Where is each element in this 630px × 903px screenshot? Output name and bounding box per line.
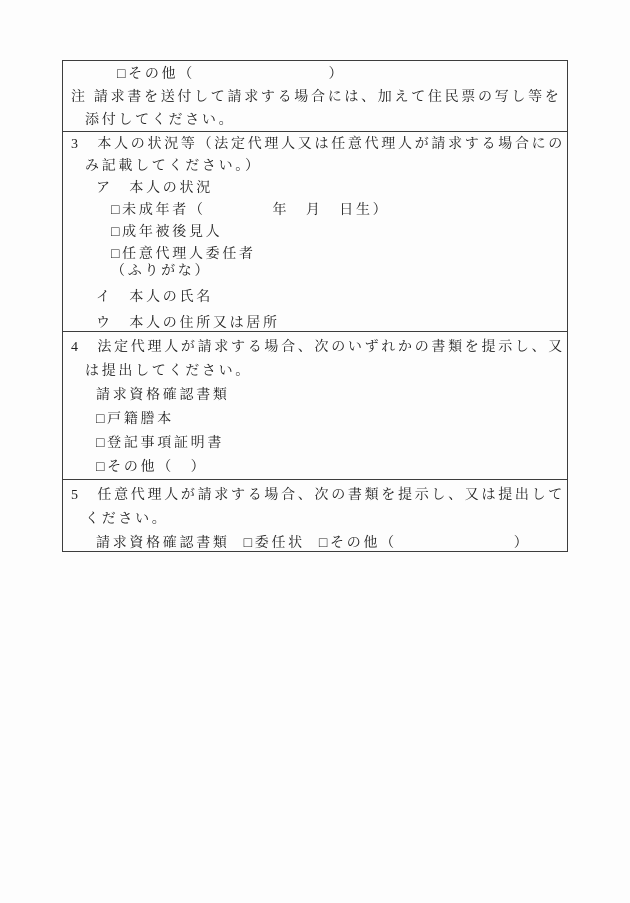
checkbox-label: 登記事項証明書: [107, 436, 225, 451]
checkbox-line-other: [63, 63, 567, 86]
section-3-heading-line1: 3 本人の状況等（法定代理人又は任意代理人が請求する場合にの: [71, 137, 565, 152]
checkbox-label: その他（ ）: [128, 67, 346, 82]
furigana-label: （ふりがな）: [111, 264, 212, 279]
section-4-heading-line2: は提出してください。: [85, 364, 252, 379]
note-text-line2: 添付してください。: [85, 113, 236, 128]
checkbox-label: その他（ ）: [107, 460, 208, 475]
checkbox-line-minor: [63, 200, 567, 222]
checkbox-label: 委任状: [254, 536, 305, 551]
checkbox-icon[interactable]: □: [111, 225, 123, 240]
checkbox-icon[interactable]: □: [96, 460, 108, 475]
checkbox-line-registration-certificate: [63, 432, 567, 456]
checkbox-line-adult-ward: [63, 222, 567, 244]
checkbox-icon[interactable]: □: [243, 536, 255, 551]
section-note: [63, 61, 567, 131]
section-3-honnin-jokyo: [63, 131, 567, 331]
checkbox-label: 任意代理人委任者: [122, 247, 256, 262]
checkbox-icon[interactable]: □: [111, 247, 123, 262]
checkbox-line-family-register: [63, 408, 567, 432]
item-u-honnin-jusho: ウ 本人の住所又は居所: [96, 316, 280, 331]
checkbox-icon[interactable]: □: [96, 436, 108, 451]
note-text-line1: 注 請求書を送付して請求する場合には、加えて住民票の写し等を: [71, 90, 562, 105]
checkbox-icon[interactable]: □: [96, 412, 108, 427]
checkbox-icon[interactable]: □: [318, 536, 331, 551]
checkbox-label: 未成年者（ 年 月 日生）: [122, 203, 390, 218]
section-3-heading-line2: み記載してください。）: [85, 159, 262, 174]
docs-label: 請求資格確認書類: [96, 536, 230, 551]
checkbox-icon[interactable]: □: [117, 67, 129, 82]
section-4-heading-line1: 4 法定代理人が請求する場合、次のいずれかの書類を提示し、又: [71, 340, 565, 355]
checkbox-icon[interactable]: □: [111, 203, 123, 218]
item-i-honnin-shimei: イ 本人の氏名: [96, 290, 213, 305]
request-form-table: [62, 60, 568, 552]
item-a-honnin-jokyo: ア 本人の状況: [96, 181, 213, 196]
section-4-hotei-dairinin: [63, 331, 567, 479]
checkbox-label: 戸籍謄本: [107, 412, 174, 427]
checkbox-label: その他（ ）: [330, 536, 531, 551]
docs-label: 請求資格確認書類: [96, 388, 230, 403]
checkbox-line-other: [63, 456, 567, 479]
docs-checkbox-row: [63, 532, 567, 553]
section-5-heading-line1: 5 任意代理人が請求する場合、次の書類を提示し、又は提出して: [71, 488, 565, 503]
checkbox-label: 成年被後見人: [122, 225, 223, 240]
section-5-heading-line2: ください。: [85, 512, 169, 527]
section-5-nini-dairinin: [63, 479, 567, 553]
